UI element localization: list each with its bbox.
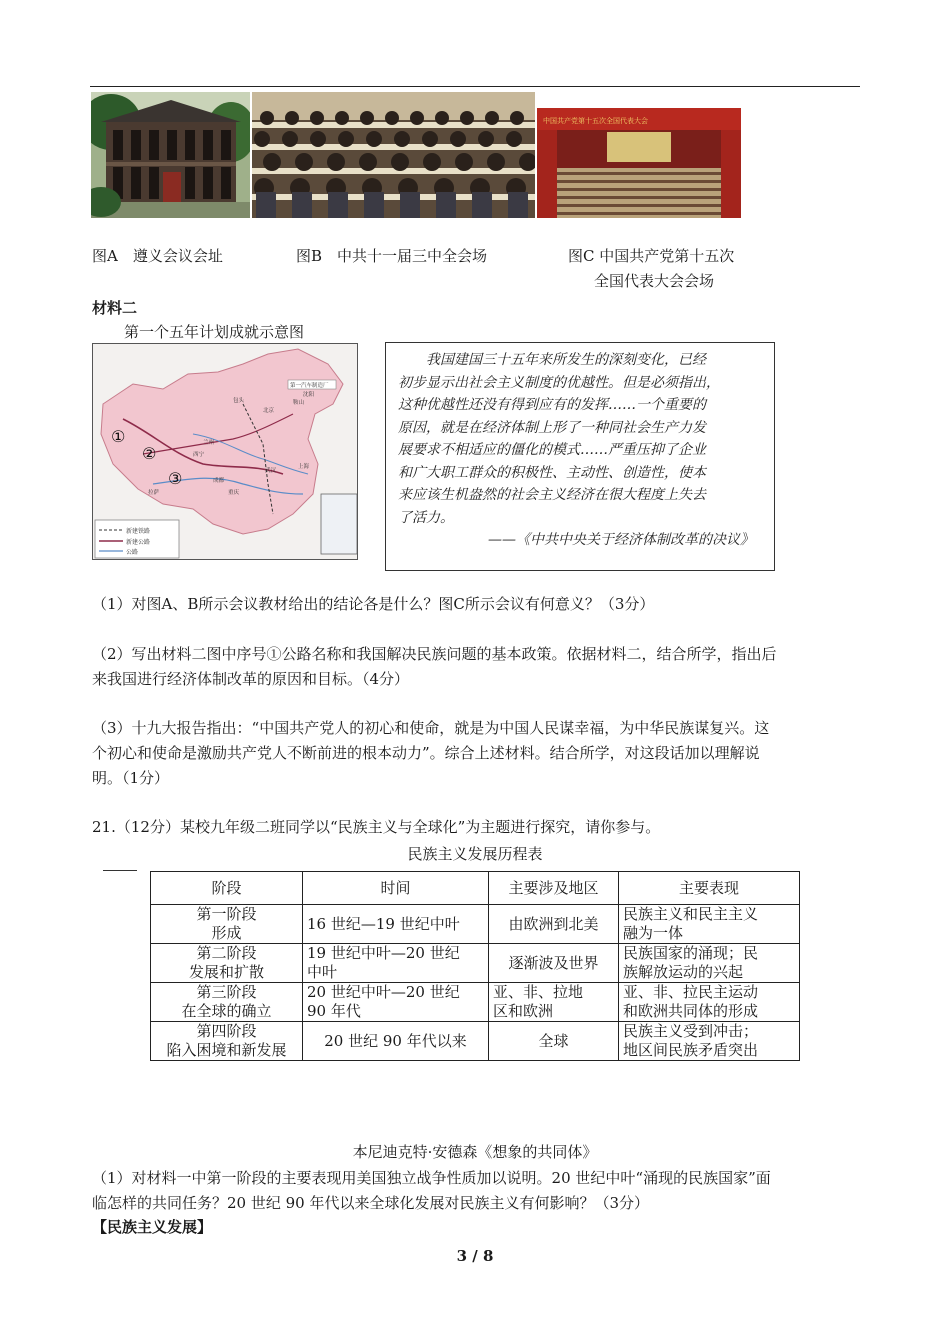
map-city-label: 第一汽车制造厂 [290, 383, 329, 389]
time-cell [303, 983, 489, 1022]
stage-name: 第二阶段 [196, 944, 257, 962]
stage-cell [151, 1022, 303, 1061]
region-cell: 全球 [489, 1022, 619, 1061]
photo-third-plenary-session [252, 92, 535, 218]
map-city-label: 兰州 [203, 440, 215, 446]
performance-cell [619, 1022, 800, 1061]
figure-b-caption: 图B 中共十一届三中全会场 [296, 247, 488, 265]
map-title: 第一个五年计划成就示意图 [124, 323, 305, 341]
question-1: （1）对图A、B所示会议教材给出的结论各是什么？图C所示会议有何意义？（3分） [92, 595, 655, 613]
table-row [151, 983, 800, 1022]
stage-desc: 陷入困境和新发展 [166, 1041, 287, 1059]
stage-cell [151, 944, 303, 983]
time-line: 19 世纪中叶—20 世纪 [307, 944, 460, 962]
performance-line: 民族主义受到冲击； [623, 1022, 759, 1040]
region-line: 区和欧洲 [493, 1002, 554, 1020]
quote-line: 和广大职工群众的积极性、主动性、创造性，使本 [398, 464, 706, 481]
time-line: 中叶 [307, 963, 338, 981]
region-cell: 逐渐波及世界 [489, 944, 619, 983]
table-row [151, 944, 800, 983]
quote-line: 初步显示出社会主义制度的优越性。但是必须指出， [398, 374, 720, 391]
performance-line: 和欧洲共同体的形成 [623, 1002, 759, 1020]
map-marker-3: ③ [168, 469, 183, 488]
question-2 [92, 642, 860, 692]
stage-name: 第四阶段 [196, 1022, 257, 1040]
performance-line: 民族国家的涌现；民 [623, 944, 759, 962]
section-heading: 【民族主义发展】 [92, 1218, 213, 1236]
header-time: 时间 [303, 872, 489, 905]
region-cell: 由欧洲到北美 [489, 905, 619, 944]
header-stage: 阶段 [151, 872, 303, 905]
stage-cell [151, 905, 303, 944]
map-city-label: 沈阳 [303, 392, 315, 398]
quote-source: ——《中共中央关于经济体制改革的决议》 [488, 532, 754, 548]
table-title: 民族主义发展历程表 [407, 845, 543, 863]
time-line: 20 世纪中叶—20 世纪 [307, 983, 460, 1001]
performance-line: 民族主义和民主主义 [623, 905, 759, 923]
performance-line: 族解放运动的兴起 [623, 963, 744, 981]
quote-line: 这种优越性还没有得到应有的发挥……一个重要的 [398, 397, 706, 413]
performance-line: 亚、非、拉民主运动 [623, 983, 759, 1001]
figure-c-caption: 图C 中国共产党第十五次 [568, 247, 735, 265]
economic-reform-quote [385, 342, 775, 571]
performance-cell [619, 983, 800, 1022]
nationalism-history-table [150, 871, 800, 1061]
map-city-label: 包头 [233, 398, 245, 404]
map-legend-new-road: 新建公路 [126, 539, 151, 546]
map-city-label: 西宁 [193, 452, 205, 458]
time-line: 90 年代 [307, 1002, 361, 1020]
question-3-line: （3）十九大报告指出：“中国共产党人的初心和使命，就是为中国人民谋幸福，为中华民族谋复兴。这 [92, 719, 770, 737]
figure-a-caption: 图A 遵义会议会址 [92, 247, 223, 265]
map-legend-road: 公路 [126, 549, 139, 556]
performance-cell [619, 944, 800, 983]
header-rule [90, 86, 860, 87]
header-performance: 主要表现 [619, 872, 800, 905]
stage-desc: 发展和扩散 [188, 963, 264, 981]
stage-name: 第三阶段 [196, 983, 257, 1001]
quote-line: 原因，就是在经济体制上形了一种同社会生产力发 [398, 419, 706, 436]
quote-line: 展要求不相适应的僵化的模式……严重压抑了企业 [398, 442, 706, 458]
map-city-label: 拉萨 [148, 490, 160, 496]
question-21-intro: 21.（12分）某校九年级二班同学以“民族主义与全球化”为主题进行探究，请你参与。 [92, 818, 661, 836]
header-region: 主要涉及地区 [489, 872, 619, 905]
question-2-line: （2）写出材料二图中序号①公路名称和我国解决民族问题的基本政策。依据材料二，结合所学，指出后 [92, 645, 777, 663]
question-2-line: 来我国进行经济体制改革的原因和目标。（4分） [92, 670, 410, 688]
stage-cell [151, 983, 303, 1022]
first-five-year-plan-map [92, 343, 358, 560]
map-marker-2: ② [142, 444, 157, 463]
table-header-row [151, 872, 800, 905]
quote-line: 了活力。 [398, 509, 454, 526]
photo-15th-congress-hall [537, 108, 741, 218]
stage-desc: 形成 [211, 924, 242, 942]
question-21-sub1 [92, 1166, 860, 1216]
map-city-label: 武汉 [265, 468, 277, 474]
time-cell: 20 世纪 90 年代以来 [303, 1022, 489, 1061]
stage-name: 第一阶段 [196, 905, 257, 923]
table-dash [103, 870, 137, 871]
question-21-sub1-line: （1）对材料一中第一阶段的主要表现用美国独立战争性质加以说明。20 世纪中叶“涌现的民族国家”面 [92, 1169, 771, 1187]
table-row [151, 1022, 800, 1061]
quote-line: 我国建国三十五年来所发生的深刻变化，已经 [426, 352, 706, 368]
question-3 [92, 716, 860, 791]
stage-desc: 在全球的确立 [181, 1002, 272, 1020]
time-cell [303, 905, 489, 944]
time-cell [303, 944, 489, 983]
map-city-label: 北京 [263, 408, 275, 414]
page-number: 3 / 8 [456, 1247, 494, 1265]
question-3-line: 个初心和使命是激励共产党人不断前进的根本动力”。综合上述材料。结合所学，对这段话加以理解说 [92, 744, 760, 762]
map-city-label: 重庆 [228, 490, 240, 496]
map-legend-railway: 新建铁路 [126, 528, 151, 535]
question-3-line: 明。（1分） [92, 769, 170, 787]
region-line: 亚、非、拉地 [493, 983, 584, 1001]
table-row [151, 905, 800, 944]
performance-cell [619, 905, 800, 944]
map-marker-1: ① [111, 427, 126, 446]
congress-banner: 中国共产党第十五次全国代表大会 [543, 117, 648, 125]
quote-line: 来应该生机盎然的社会主义经济在很大程度上失去 [398, 487, 706, 503]
map-city-label: 成都 [213, 478, 225, 484]
region-cell [489, 983, 619, 1022]
map-city-label: 鞍山 [293, 400, 305, 406]
material-source: 本尼迪克特·安德森《想象的共同体》 [352, 1143, 598, 1161]
time-line: 16 世纪—19 世纪中叶 [307, 914, 460, 933]
performance-line: 融为一体 [623, 924, 684, 942]
material2-heading: 材料二 [92, 299, 138, 317]
map-city-label: 上海 [298, 464, 310, 470]
performance-line: 地区间民族矛盾突出 [623, 1041, 759, 1059]
question-21-sub1-line: 临怎样的共同任务？20 世纪 90 年代以来全球化发展对民族主义有何影响？（3分） [92, 1194, 650, 1212]
figure-c-caption-line2: 全国代表大会会场 [594, 272, 715, 290]
photo-zunyi-meeting-site [91, 92, 250, 218]
